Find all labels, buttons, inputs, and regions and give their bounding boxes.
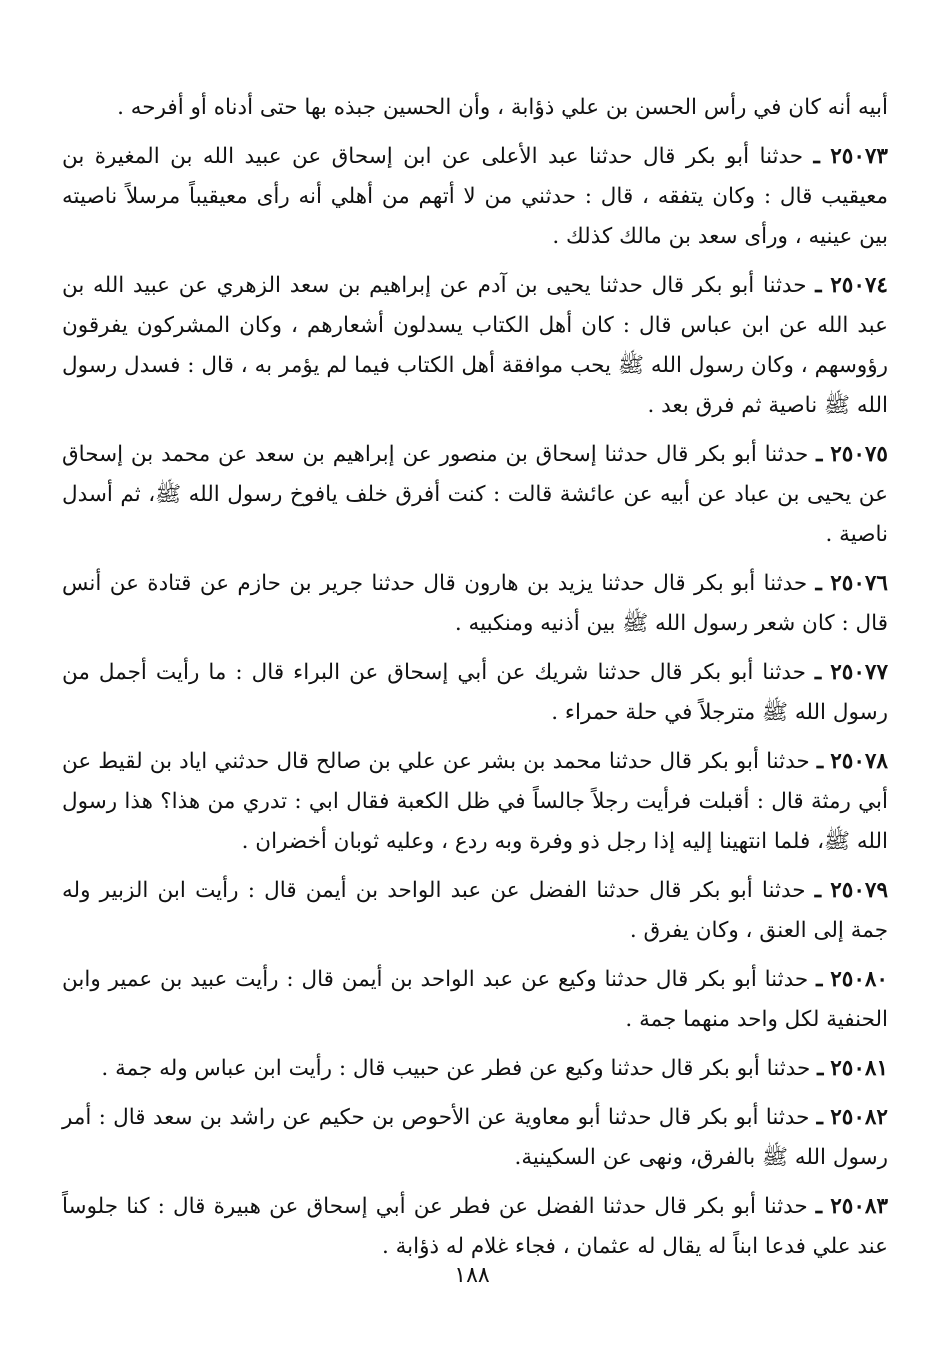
hadith-text: حدثنا أبو بكر قال حدثنا وكيع عن عبد الواحد بن أيمن قال : رأيت عبيد بن عمير وابن الحنفية لكل واحد منهما جمة .	[62, 967, 888, 1032]
hadith-entry	[62, 871, 888, 951]
hadith-entry	[62, 742, 888, 862]
hadith-number: ٢٥٠٧٩	[830, 878, 888, 903]
opening-text: أبيه أنه كان في رأس الحسن بن علي ذؤابة ، وأن الحسين جبذه بها حتى أدناه أو أفرحه .	[117, 95, 888, 120]
hadith-text: حدثنا أبو بكر قال حدثنا شريك عن أبي إسحاق عن البراء قال : ما رأيت أجمل من رسول الله ﷺ مترجلاً في حلة حمراء .	[62, 660, 888, 725]
entry-separator: ـ	[816, 442, 823, 467]
hadith-number: ٢٥٠٨٢	[830, 1105, 888, 1130]
hadith-text: حدثنا أبو بكر قال حدثنا يزيد بن هارون قال حدثنا جرير بن حازم عن قتادة عن أنس قال : كان شعر رسول الله ﷺ بين أذنيه ومنكبيه .	[62, 571, 888, 636]
opening-paragraph	[62, 88, 888, 128]
page-number: ١٨٨	[454, 1263, 490, 1288]
hadith-number: ٢٥٠٨١	[830, 1056, 888, 1081]
hadith-entry	[62, 1187, 888, 1267]
hadith-number: ٢٥٠٧٨	[830, 749, 888, 774]
hadith-text: حدثنا أبو بكر قال حدثنا وكيع عن فطر عن حبيب قال : رأيت ابن عباس وله جمة .	[101, 1056, 811, 1081]
hadith-entry	[62, 435, 888, 555]
entry-separator: ـ	[815, 273, 822, 298]
entry-separator: ـ	[814, 878, 822, 903]
hadith-entry	[62, 1049, 888, 1089]
hadith-entry	[62, 564, 888, 644]
entry-separator: ـ	[816, 1105, 823, 1130]
hadith-text: حدثنا أبو بكر قال حدثنا إسحاق بن منصور عن إبراهيم بن سعد عن محمد بن إسحاق عن يحيى بن عباد عن أبيه عن عائشة قالت : كنت أفرق خلف يافوخ رسول الله ﷺ، ثم أسدل ناصية .	[62, 442, 888, 547]
page-body	[62, 88, 888, 1267]
entry-separator: ـ	[815, 571, 822, 596]
hadith-number: ٢٥٠٧٦	[830, 571, 888, 596]
entry-separator: ـ	[813, 144, 820, 169]
hadith-entry	[62, 266, 888, 426]
hadith-entry	[62, 960, 888, 1040]
hadith-text: حدثنا أبو بكر قال حدثنا عبد الأعلى عن ابن إسحاق عن عبيد الله بن المغيرة بن معيقيب قال : وكان يتفقه ، قال : حدثني من لا أتهم من أهلي أنه رأى معيقيباً مرسلاً ناصيته بين عينيه ، ورأى سعد بن مالك كذلك .	[62, 144, 888, 249]
entry-separator: ـ	[815, 1194, 823, 1219]
hadith-number: ٢٥٠٧٥	[830, 442, 888, 467]
hadith-entry	[62, 653, 888, 733]
hadith-text: حدثنا أبو بكر قال حدثنا الفضل عن فطر عن أبي إسحاق عن هبيرة قال : كنا جلوساً عند علي فدعا ابناً له يقال له عثمان ، فجاء غلام له ذؤابة .	[62, 1194, 888, 1259]
hadith-entry	[62, 137, 888, 257]
entry-separator: ـ	[817, 1056, 824, 1081]
hadith-entry	[62, 1098, 888, 1178]
entry-separator: ـ	[814, 660, 822, 685]
hadith-text: حدثنا أبو بكر قال حدثنا يحيى بن آدم عن إبراهيم بن سعد الزهري عن عبيد الله بن عبد الله عن ابن عباس قال : كان أهل الكتاب يسدلون أشعارهم ، وكان المشركون يفرقون رؤوسهم ، وكان رسول الله ﷺ يحب موافقة أهل الكتاب فيما لم يؤمر به ، قال : فسدل رسول الله ﷺ ناصية ثم فرق بعد .	[62, 273, 888, 418]
hadith-number: ٢٥٠٧٧	[830, 660, 888, 685]
hadith-text: حدثنا أبو بكر قال حدثنا أبو معاوية عن الأحوص بن حكيم عن راشد بن سعد قال : أمر رسول الله ﷺ بالفرق، ونهى عن السكينية.	[62, 1105, 888, 1170]
hadith-text: حدثنا أبو بكر قال حدثنا محمد بن بشر عن علي بن صالح قال حدثني اياد بن لقيط عن أبي رمثة قال : أقبلت فرأيت رجلاً جالساً في ظل الكعبة فقال ابي : تدري من هذا؟ هذا رسول الله ﷺ، فلما انتهينا إليه إذا رجل ذو وفرة وبه ردع ، وعليه ثوبان أخضران .	[62, 749, 888, 854]
hadith-text: حدثنا أبو بكر قال حدثنا الفضل عن عبد الواحد بن أيمن قال : رأيت ابن الزبير وله جمة إلى العنق ، وكان يفرق .	[62, 878, 888, 943]
hadith-number: ٢٥٠٨٠	[830, 967, 888, 992]
hadith-number: ٢٥٠٨٣	[830, 1194, 888, 1219]
entry-separator: ـ	[816, 967, 823, 992]
entry-separator: ـ	[816, 749, 824, 774]
hadith-number: ٢٥٠٧٣	[830, 144, 888, 169]
hadith-number: ٢٥٠٧٤	[830, 273, 888, 298]
